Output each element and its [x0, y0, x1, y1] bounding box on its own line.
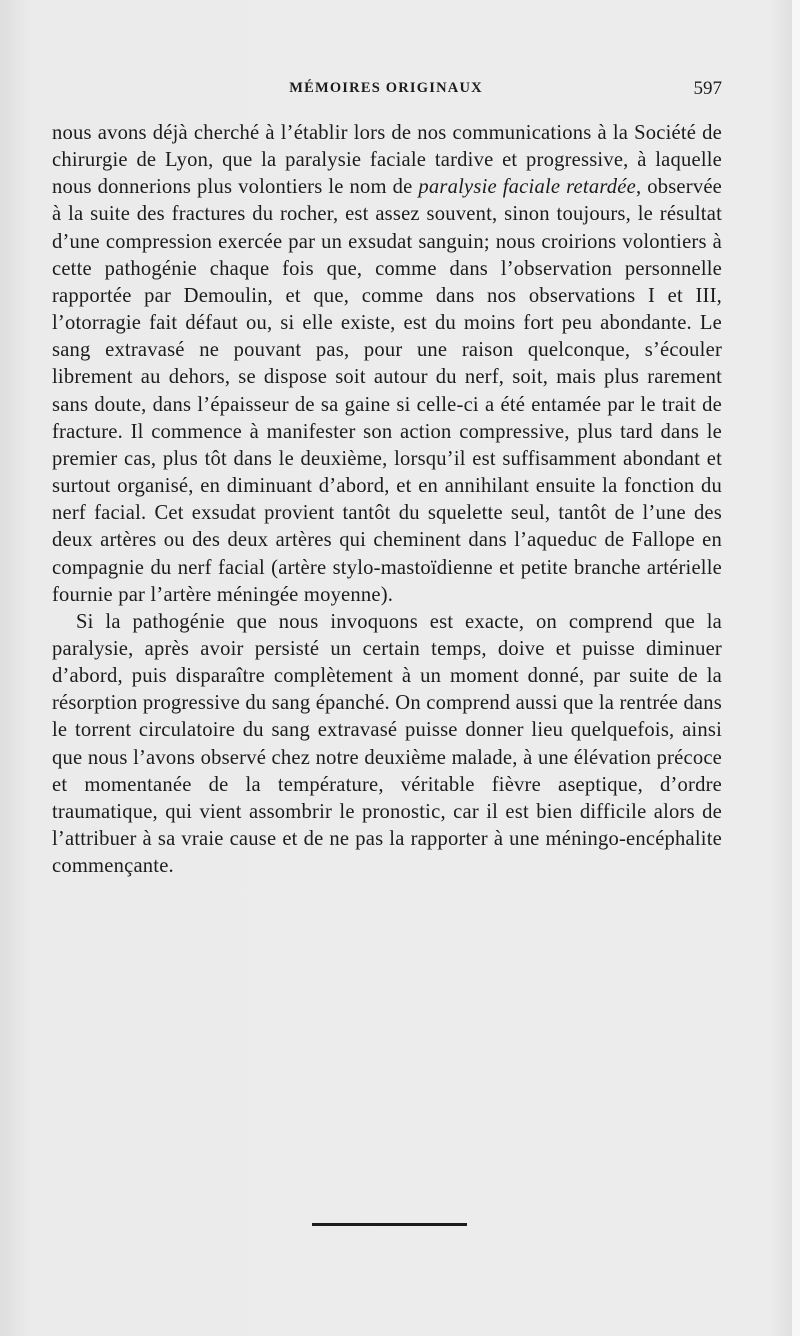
paragraph-1-text-a: nous avons déjà cherché à l’établir lors de nos communications à la Société de chirurgie de Lyon, que la paralysie faciale tardive et progressive, à laquelle nous donnerions plus volontiers le nom de — [52, 122, 722, 199]
paragraph-1-text-b: , observée à la suite des fractures du rocher, est assez souvent, sinon toujours, le résultat d’une compression exercée par un exsudat sanguin; nous croirions volontiers à cette pathogénie chaque fois que, comme dans l’observation personnelle rapportée par Demoulin, et que, comme dans nos observations I et III, l’otorragie fait défaut ou, si elle existe, est du moins fort peu abondante. Le sang extravasé ne pouvant pas, pour une raison quelconque, s’écouler librement au dehors, se dispose soit autour du nerf, soit, mais plus rarement sans doute, dans l’épaisseur de sa gaine si celle-ci a été entamée par le trait de fracture. Il commence à manifester son action compressive, plus tard dans le premier cas, plus tôt dans le deuxième, lorsqu’il est suffisamment abondant et surtout organisé, en diminuant d’abord, et en annihilant ensuite la fonction du nerf facial. Cet exsudat provient tantôt du squelette seul, tantôt de l’une des deux artères ou des deux artères qui cheminent dans l’aqueduc de Fallope en compagnie du nerf facial (artère stylo-mastoïdienne et petite branche artérielle fournie par l’artère méningée moyenne). — [52, 176, 722, 606]
page-number: 597 — [693, 78, 722, 99]
paragraph-1-italic-term: paralysie faciale retardée — [418, 176, 636, 199]
paragraph-1 — [52, 120, 722, 609]
page-header — [50, 78, 722, 102]
section-end-rule — [312, 1223, 467, 1226]
body-text — [52, 120, 722, 880]
running-head: MÉMOIRES ORIGINAUX — [289, 80, 483, 96]
page-edge — [792, 0, 800, 1336]
paragraph-2: Si la pathogénie que nous invoquons est exacte, on comprend que la paralysie, après avoir persisté un certain temps, doive et puisse diminuer d’abord, puis disparaître complètement à un moment donné, par suite de la résorption progressive du sang épanché. On comprend aussi que la rentrée dans le torrent circulatoire du sang extravasé puisse donner lieu quelquefois, ainsi que nous l’avons observé chez notre deuxième malade, à une élévation précoce et momentanée de la température, véritable fièvre aseptique, d’ordre traumatique, qui vient assombrir le pronostic, car il est bien difficile alors de l’attribuer à sa vraie cause et de ne pas la rapporter à une méningo-encéphalite commençante. — [52, 610, 722, 878]
